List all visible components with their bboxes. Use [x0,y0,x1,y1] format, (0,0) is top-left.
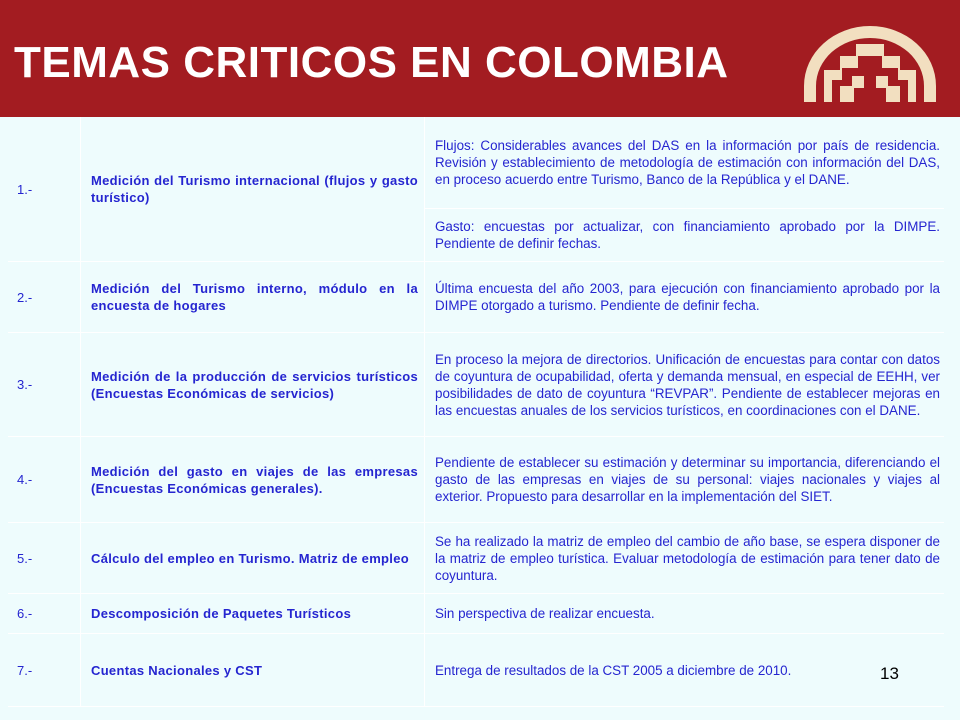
slide-title: TEMAS CRITICOS EN COLOMBIA [14,38,729,87]
row-number: 4.- [8,437,81,523]
row-number: 3.- [8,333,81,437]
row-description: Gasto: encuestas por actualizar, con financiamiento aprobado por la DIMPE. Pendiente de definir fechas. [425,209,945,262]
row-description: Se ha realizado la matriz de empleo del cambio de año base, se espera disponer de la matriz de empleo turística. Evaluar metodología de estimación para tener dato de coyuntura. [425,523,945,594]
row-topic: Cálculo del empleo en Turismo. Matriz de empleo [81,523,425,594]
table-row [8,594,944,634]
row-number: 7.- [8,634,81,707]
row-number: 5.- [8,523,81,594]
page-number: 13 [880,664,899,683]
table-row [8,523,944,594]
row-topic: Medición del Turismo internacional (flujos y gasto turístico) [81,117,425,262]
row-description: En proceso la mejora de directorios. Unificación de encuestas para contar con datos de coyuntura de ocupabilidad, oferta y demanda mensual, en especial de EEHH, ver posibilidades de dato de coyuntura “REVPAR”. Pendiente de establecer mejoras en las encuestas anuales de los servicios turísticos, en coordinaciones con el DANE. [425,333,945,437]
row-description: Sin perspectiva de realizar encuesta. [425,594,945,634]
row-number: 6.- [8,594,81,634]
row-number: 1.- [8,117,81,262]
row-topic: Cuentas Nacionales y CST [81,634,425,707]
table-row [8,117,944,209]
row-description: Última encuesta del año 2003, para ejecución con financiamiento aprobado por la DIMPE otorgado a turismo. Pendiente de definir fecha. [425,262,945,333]
row-description: Pendiente de establecer su estimación y determinar su importancia, diferenciando el gasto de las empresas en viajes de su personal: viajes nacionales y viajes al exterior. Propuesto para desarrollar en la implementación del SIET. [425,437,945,523]
row-number: 2.- [8,262,81,333]
row-topic: Medición de la producción de servicios turísticos (Encuestas Económicas de servicios) [81,333,425,437]
slide-header [0,0,960,117]
table-row [8,262,944,333]
row-topic: Medición del Turismo interno, módulo en la encuesta de hogares [81,262,425,333]
table-row [8,333,944,437]
critical-topics-table [8,117,944,707]
table-row [8,437,944,523]
row-description: Flujos: Considerables avances del DAS en la información por país de residencia. Revisión y establecimiento de metodología de estimación con información del DAS, en proceso acuerdo entre Turismo, Banco de la República y el DANE. [425,117,945,209]
table-row [8,634,944,707]
row-description: Entrega de resultados de la CST 2005 a diciembre de 2010. [425,634,945,707]
row-topic: Descomposición de Paquetes Turísticos [81,594,425,634]
row-topic: Medición del gasto en viajes de las empresas (Encuestas Económicas generales). [81,437,425,523]
andean-stepped-arch-logo-icon [796,14,944,104]
